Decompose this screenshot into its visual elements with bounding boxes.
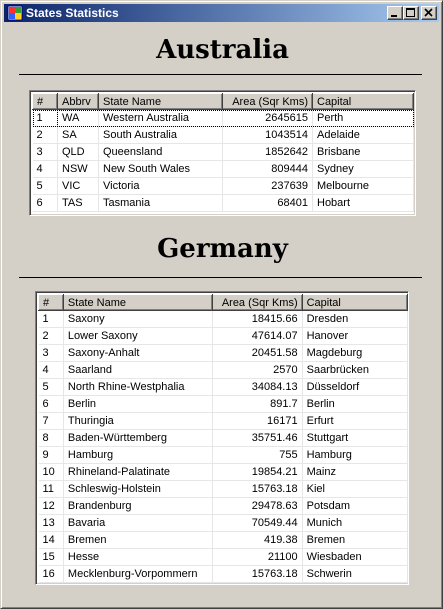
cell-number: 16 bbox=[39, 566, 64, 583]
cell-state-name: Saxony bbox=[63, 311, 212, 328]
cell-state-name: Lower Saxony bbox=[63, 328, 212, 345]
table-row[interactable] bbox=[39, 481, 408, 498]
cell-number: 10 bbox=[39, 464, 64, 481]
cell-state-name: Hamburg bbox=[63, 447, 212, 464]
cell-number: 4 bbox=[33, 161, 58, 178]
cell-state-name: Saarland bbox=[63, 362, 212, 379]
column-header-number[interactable]: # bbox=[39, 295, 64, 311]
table-row[interactable] bbox=[39, 328, 408, 345]
cell-capital: Munich bbox=[302, 515, 407, 532]
cell-capital: Hanover bbox=[302, 328, 407, 345]
cell-area: 419.38 bbox=[212, 532, 302, 549]
australia-header-row bbox=[33, 94, 414, 110]
cell-capital: Bremen bbox=[302, 532, 407, 549]
cell-capital: Saarbrücken bbox=[302, 362, 407, 379]
column-header-area[interactable]: Area (Sqr Kms) bbox=[212, 295, 302, 311]
australia-states-list[interactable] bbox=[29, 90, 416, 216]
cell-area: 237639 bbox=[223, 178, 313, 195]
cell-capital: Potsdam bbox=[302, 498, 407, 515]
cell-capital: Stuttgart bbox=[302, 430, 407, 447]
cell-area: 70549.44 bbox=[212, 515, 302, 532]
cell-number: 2 bbox=[39, 328, 64, 345]
close-button[interactable] bbox=[421, 6, 437, 20]
cell-number: 9 bbox=[39, 447, 64, 464]
cell-area: 755 bbox=[212, 447, 302, 464]
column-header-capital[interactable]: Capital bbox=[302, 295, 407, 311]
table-row[interactable] bbox=[39, 515, 408, 532]
cell-number: 3 bbox=[39, 345, 64, 362]
cell-number: 5 bbox=[39, 379, 64, 396]
cell-state-name: New South Wales bbox=[99, 161, 223, 178]
table-row[interactable] bbox=[39, 345, 408, 362]
cell-state-name: South Australia bbox=[99, 127, 223, 144]
cell-state-name: Tasmania bbox=[99, 195, 223, 212]
table-row[interactable] bbox=[33, 178, 414, 195]
table-row[interactable] bbox=[33, 127, 414, 144]
cell-area: 19854.21 bbox=[212, 464, 302, 481]
cell-capital: Mainz bbox=[302, 464, 407, 481]
cell-area: 34084.13 bbox=[212, 379, 302, 396]
cell-area: 1043514 bbox=[223, 127, 313, 144]
cell-area: 18415.66 bbox=[212, 311, 302, 328]
cell-abbrv: VIC bbox=[58, 178, 99, 195]
table-row[interactable] bbox=[39, 311, 408, 328]
cell-number: 8 bbox=[39, 430, 64, 447]
cell-area: 35751.46 bbox=[212, 430, 302, 447]
cell-number: 13 bbox=[39, 515, 64, 532]
cell-abbrv: WA bbox=[58, 110, 99, 127]
cell-area: 16171 bbox=[212, 413, 302, 430]
cell-number: 1 bbox=[39, 311, 64, 328]
cell-area: 809444 bbox=[223, 161, 313, 178]
table-row[interactable] bbox=[39, 498, 408, 515]
cell-state-name: Queensland bbox=[99, 144, 223, 161]
cell-number: 12 bbox=[39, 498, 64, 515]
table-row[interactable] bbox=[39, 464, 408, 481]
germany-header-row bbox=[39, 295, 408, 311]
cell-number: 3 bbox=[33, 144, 58, 161]
cell-number: 2 bbox=[33, 127, 58, 144]
cell-state-name: Saxony-Anhalt bbox=[63, 345, 212, 362]
column-header-capital[interactable]: Capital bbox=[313, 94, 414, 110]
germany-table bbox=[38, 294, 408, 583]
cell-abbrv: SA bbox=[58, 127, 99, 144]
table-row[interactable] bbox=[39, 413, 408, 430]
cell-capital: Magdeburg bbox=[302, 345, 407, 362]
australia-divider bbox=[19, 74, 422, 75]
cell-capital: Hobart bbox=[313, 195, 414, 212]
australia-heading: Australia bbox=[156, 35, 289, 65]
cell-state-name: Mecklenburg-Vorpommern bbox=[63, 566, 212, 583]
cell-state-name: Baden-Württemberg bbox=[63, 430, 212, 447]
maximize-button[interactable] bbox=[403, 6, 419, 20]
cell-area: 15763.18 bbox=[212, 481, 302, 498]
cell-number: 4 bbox=[39, 362, 64, 379]
cell-state-name: Victoria bbox=[99, 178, 223, 195]
cell-capital: Dresden bbox=[302, 311, 407, 328]
column-header-area[interactable]: Area (Sqr Kms) bbox=[223, 94, 313, 110]
cell-state-name: Hesse bbox=[63, 549, 212, 566]
cell-area: 47614.07 bbox=[212, 328, 302, 345]
cell-number: 7 bbox=[39, 413, 64, 430]
table-row[interactable] bbox=[33, 161, 414, 178]
cell-state-name: Bavaria bbox=[63, 515, 212, 532]
cell-capital: Adelaide bbox=[313, 127, 414, 144]
table-row[interactable] bbox=[39, 532, 408, 549]
window-title: States Statistics bbox=[26, 6, 119, 20]
cell-area: 15763.18 bbox=[212, 566, 302, 583]
cell-capital: Hamburg bbox=[302, 447, 407, 464]
table-row[interactable] bbox=[39, 447, 408, 464]
australia-table bbox=[32, 93, 414, 212]
cell-area: 21100 bbox=[212, 549, 302, 566]
cell-abbrv: QLD bbox=[58, 144, 99, 161]
cell-state-name: Western Australia bbox=[99, 110, 223, 127]
cell-state-name: Thuringia bbox=[63, 413, 212, 430]
table-row[interactable] bbox=[33, 144, 414, 161]
column-header-state-name[interactable]: State Name bbox=[63, 295, 212, 311]
germany-states-list[interactable] bbox=[35, 291, 409, 585]
cell-capital: Kiel bbox=[302, 481, 407, 498]
cell-state-name: Bremen bbox=[63, 532, 212, 549]
table-row[interactable] bbox=[39, 379, 408, 396]
minimize-icon bbox=[388, 7, 402, 19]
cell-state-name: North Rhine-Westphalia bbox=[63, 379, 212, 396]
cell-state-name: Schleswig-Holstein bbox=[63, 481, 212, 498]
cell-area: 1852642 bbox=[223, 144, 313, 161]
cell-number: 5 bbox=[33, 178, 58, 195]
column-header-abbrv[interactable]: Abbrv bbox=[58, 94, 99, 110]
cell-number: 11 bbox=[39, 481, 64, 498]
cell-capital: Perth bbox=[313, 110, 414, 127]
title-bar[interactable] bbox=[4, 4, 439, 22]
cell-capital: Schwerin bbox=[302, 566, 407, 583]
cell-number: 6 bbox=[33, 195, 58, 212]
table-row[interactable] bbox=[33, 110, 414, 127]
table-row[interactable] bbox=[39, 362, 408, 379]
table-row[interactable] bbox=[39, 430, 408, 447]
cell-area: 29478.63 bbox=[212, 498, 302, 515]
minimize-button[interactable] bbox=[387, 6, 403, 20]
cell-capital: Brisbane bbox=[313, 144, 414, 161]
table-row[interactable] bbox=[39, 396, 408, 413]
germany-divider bbox=[19, 277, 422, 278]
cell-area: 20451.58 bbox=[212, 345, 302, 362]
cell-area: 68401 bbox=[223, 195, 313, 212]
cell-capital: Wiesbaden bbox=[302, 549, 407, 566]
cell-state-name: Berlin bbox=[63, 396, 212, 413]
cell-capital: Sydney bbox=[313, 161, 414, 178]
cell-abbrv: NSW bbox=[58, 161, 99, 178]
close-icon bbox=[422, 7, 436, 19]
table-row[interactable] bbox=[33, 195, 414, 212]
column-header-number[interactable]: # bbox=[33, 94, 58, 110]
cell-area: 2570 bbox=[212, 362, 302, 379]
cell-number: 1 bbox=[33, 110, 58, 127]
column-header-state-name[interactable]: State Name bbox=[99, 94, 223, 110]
cell-abbrv: TAS bbox=[58, 195, 99, 212]
cell-state-name: Brandenburg bbox=[63, 498, 212, 515]
cell-area: 891.7 bbox=[212, 396, 302, 413]
cell-number: 14 bbox=[39, 532, 64, 549]
maximize-icon bbox=[404, 7, 418, 19]
germany-heading: Germany bbox=[157, 234, 288, 264]
cell-capital: Melbourne bbox=[313, 178, 414, 195]
cell-capital: Erfurt bbox=[302, 413, 407, 430]
cell-area: 2645615 bbox=[223, 110, 313, 127]
cell-capital: Düsseldorf bbox=[302, 379, 407, 396]
cell-capital: Berlin bbox=[302, 396, 407, 413]
cell-number: 6 bbox=[39, 396, 64, 413]
cell-state-name: Rhineland-Palatinate bbox=[63, 464, 212, 481]
table-row[interactable] bbox=[39, 566, 408, 583]
table-row[interactable] bbox=[39, 549, 408, 566]
cell-number: 15 bbox=[39, 549, 64, 566]
app-grid-icon bbox=[7, 5, 23, 21]
